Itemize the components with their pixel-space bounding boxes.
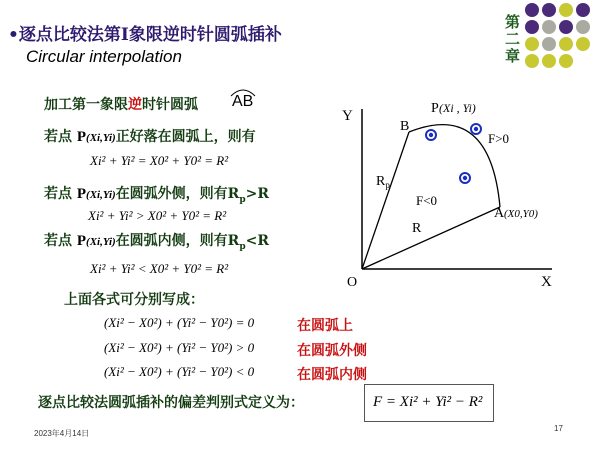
label-inside: 在圆弧内侧 xyxy=(297,367,367,383)
outside-rp-sub: p xyxy=(239,194,246,205)
formula-box xyxy=(364,384,494,422)
point-a-label: A xyxy=(494,206,505,221)
decorative-dot xyxy=(559,3,573,17)
radius-rp xyxy=(362,132,409,269)
decorative-dot xyxy=(542,37,556,51)
origin-label: O xyxy=(347,275,358,290)
deviation-formula: F = Xi² + Yi² − R² xyxy=(373,394,483,410)
if-word-3: 若点 xyxy=(44,233,72,249)
decorative-dot xyxy=(559,54,573,68)
machining-red-word: 逆 xyxy=(128,97,142,113)
page-number: 17 xyxy=(554,424,563,433)
decorative-dot xyxy=(576,37,590,51)
inside-rp-sub: p xyxy=(239,241,246,252)
label-outside: 在圆弧外侧 xyxy=(297,343,367,359)
point-a-args: (X0,Y0) xyxy=(504,208,538,220)
decorative-dot xyxy=(525,3,539,17)
y-axis-label: Y xyxy=(342,108,353,124)
decorative-dot xyxy=(559,37,573,51)
difference-on-arc: (Xi² − X0²) + (Yi² − Y0²) = 0 xyxy=(104,315,255,330)
point-p-2: P xyxy=(76,186,87,202)
inside-text: 在圆弧内侧，则有R xyxy=(115,233,240,249)
slide-subtitle: Circular interpolation xyxy=(26,47,182,66)
point-p-args: (Xi , Yi) xyxy=(439,101,476,115)
decorative-dots xyxy=(520,0,600,80)
machining-line xyxy=(44,94,198,114)
slide-date: 2023年4月14日 xyxy=(34,429,90,438)
inside-symbol: <R xyxy=(245,233,269,249)
machining-suffix: 时针圆弧 xyxy=(142,97,198,113)
point-b-label: B xyxy=(400,119,410,134)
point-args-3: (Xi,Yi) xyxy=(86,236,116,248)
x-axis-label: X xyxy=(541,274,552,290)
decorative-dot xyxy=(525,20,539,34)
marker-outside-2 xyxy=(471,124,481,134)
circle-diagram xyxy=(330,95,590,295)
machining-prefix: 加工第一象限 xyxy=(44,97,128,113)
if-word-1: 若点 xyxy=(44,129,72,145)
f-negative-label: F<0 xyxy=(416,193,438,208)
r-label: R xyxy=(412,221,422,236)
point-p-3: P xyxy=(76,233,87,249)
label-on-arc: 在圆弧上 xyxy=(297,318,353,334)
decorative-dot xyxy=(525,54,539,68)
if-word-2: 若点 xyxy=(44,186,72,202)
marker-inside xyxy=(460,173,470,183)
slide-title: •逐点比较法第Ⅰ象限逆时针圆弧插补 xyxy=(8,25,282,45)
decorative-dot xyxy=(559,20,573,34)
decorative-dot xyxy=(542,20,556,34)
equation-on-arc: Xi² + Yi² = X0² + Y0² = R² xyxy=(90,153,229,168)
arc-symbol xyxy=(228,86,258,98)
decorative-dot xyxy=(576,3,590,17)
chapter-tag: 第二章 xyxy=(503,14,521,65)
on-arc-text: 正好落在圆弧上，则有 xyxy=(115,129,256,145)
if-inside-line xyxy=(44,230,269,252)
point-p-label: P xyxy=(431,101,439,116)
equation-outside: Xi² + Yi² > X0² + Y0² = R² xyxy=(88,208,227,223)
outside-symbol: >R xyxy=(245,186,269,202)
point-args-1: (Xi,Yi) xyxy=(86,132,116,144)
point-p-1: P xyxy=(76,129,87,145)
if-outside-line xyxy=(44,183,269,205)
decorative-dot xyxy=(542,54,556,68)
radius-r xyxy=(362,207,500,269)
rewrite-heading: 上面各式可分别写成： xyxy=(64,292,204,308)
marker-outside-1 xyxy=(426,130,436,140)
if-on-arc-line xyxy=(44,126,256,146)
point-args-2: (Xi,Yi) xyxy=(86,189,116,201)
rp-label: $R_p$ xyxy=(376,174,390,190)
difference-inside: (Xi² − X0²) + (Yi² − Y0²) < 0 xyxy=(104,364,255,379)
equation-inside: Xi² + Yi² < X0² + Y0² = R² xyxy=(90,261,229,276)
difference-outside: (Xi² − X0²) + (Yi² − Y0²) > 0 xyxy=(104,340,255,355)
decorative-dot xyxy=(576,20,590,34)
deviation-definition: 逐点比较法圆弧插补的偏差判别式定义为： xyxy=(38,395,304,411)
decorative-dot xyxy=(525,37,539,51)
decorative-dot xyxy=(542,3,556,17)
arc-label: AB xyxy=(232,93,254,110)
f-positive-label: F>0 xyxy=(488,131,510,146)
outside-text: 在圆弧外侧，则有R xyxy=(115,186,240,202)
